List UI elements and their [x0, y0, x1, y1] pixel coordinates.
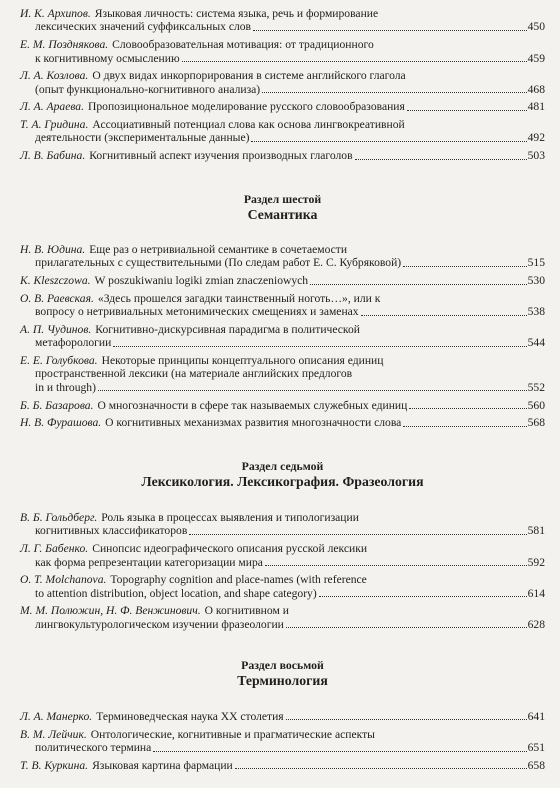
entry-author: Л. Г. Бабенко.: [20, 542, 89, 556]
dot-leader: [113, 336, 526, 346]
toc-entry-line: [20, 118, 545, 131]
toc-entry: [20, 542, 545, 569]
entry-title-text: «Здесь прошелся загадки таинственный ноготь…», или к: [97, 291, 381, 305]
toc-entry-line: [20, 243, 545, 256]
dot-leader: [286, 618, 527, 628]
toc-entry: [20, 69, 545, 96]
page-number: 592: [527, 555, 545, 569]
toc-entry: [20, 292, 545, 319]
section-title: Семантика: [247, 207, 318, 222]
toc-entry-line: [20, 728, 545, 741]
entry-author: Е. Е. Голубкова.: [20, 354, 98, 368]
toc-entry: [20, 604, 545, 631]
entry-title-text: Topography cognition and place-names (with reference: [110, 573, 367, 587]
entry-author: O. T. Molchanova.: [20, 573, 107, 587]
entry-author: Б. Б. Базарова.: [20, 398, 94, 412]
toc-entry: [20, 7, 545, 34]
entry-author: Л. А. Араева.: [20, 100, 84, 114]
toc-entry-line: [20, 524, 545, 537]
section-title: Лексикология. Лексикография. Фразеология: [141, 474, 424, 489]
page-number: 530: [527, 274, 545, 288]
dot-leader: [253, 20, 527, 30]
page-number: 459: [527, 51, 545, 65]
toc-entry-line: [20, 511, 545, 524]
entry-title-text: Роль языка в процессах выявления и типологизации: [101, 511, 359, 524]
entry-title-text: О многозначности в сфере так называемых служебных единиц: [97, 398, 408, 412]
entry-title-text: лингвокультурологическом изучении фразеологии: [35, 617, 284, 631]
toc-entry-line: [20, 256, 545, 269]
entry-title-text: Терминоведческая наука XX столетия: [96, 710, 284, 723]
toc-entry: [20, 323, 545, 350]
toc-entry-line: [20, 741, 545, 754]
entry-title-text: когнитивных классификаторов: [35, 524, 188, 538]
page-number: 450: [527, 20, 545, 34]
toc-entry: [20, 243, 545, 270]
toc-entry-line: [20, 354, 545, 367]
dot-leader: [403, 416, 526, 426]
toc-entry-line: [20, 556, 545, 569]
toc-entry-line: [20, 710, 545, 723]
dot-leader: [403, 256, 526, 266]
page-number: 503: [527, 149, 545, 163]
entry-title-text: О когнитивном и: [204, 604, 289, 618]
dot-leader: [153, 741, 526, 751]
page-number: 552: [527, 380, 545, 394]
toc-entry: [20, 100, 545, 113]
toc-entry-line: [20, 381, 545, 394]
toc-entry-line: [20, 604, 545, 617]
dot-leader: [189, 524, 526, 534]
toc-entry-line: [20, 323, 545, 336]
toc-entry-line: [20, 83, 545, 96]
dot-leader: [409, 399, 526, 409]
toc-group-word-formation: [20, 7, 545, 163]
page-number: 492: [527, 131, 545, 145]
page-number: 628: [527, 617, 545, 631]
toc-entry-line: [20, 52, 545, 65]
toc-entry-line: [20, 149, 545, 162]
toc-entry-line: [20, 274, 545, 287]
entry-author: Л. А. Манерко.: [20, 710, 93, 723]
entry-author: И. К. Архипов.: [20, 7, 91, 20]
toc-entry-line: [20, 618, 545, 631]
entry-title-text: W poszukiwaniu logiki zmian znaczeniowych: [94, 274, 309, 288]
entry-title-text: пространственной лексики (на материале английских предлогов: [35, 367, 353, 381]
section-number: Раздел седьмой: [241, 459, 324, 473]
toc-entry: [20, 38, 545, 65]
entry-author: М. М. Полюжин, Н. Ф. Венжинович.: [20, 604, 201, 618]
dot-leader: [361, 305, 527, 315]
section-number: Раздел восьмой: [241, 658, 324, 672]
dot-leader: [98, 381, 527, 391]
entry-title-text: Словообразовательная мотивация: от традиционного: [112, 38, 374, 52]
entry-title-text: деятельности (экспериментальные данные): [35, 131, 250, 145]
entry-author: Т. А. Гридина.: [20, 118, 89, 132]
toc-group-lexicology: [20, 511, 545, 631]
toc-entry: [20, 573, 545, 600]
entry-author: Е. М. Позднякова.: [20, 38, 109, 52]
page-number: 468: [527, 82, 545, 96]
toc-entry-line: [20, 38, 545, 51]
entry-title-text: Еще раз о нетривиальной семантике в сочетаемости: [89, 243, 348, 256]
toc-entry: [20, 149, 545, 162]
page-number: 538: [527, 305, 545, 319]
toc-entry-line: [20, 399, 545, 412]
entry-author: K. Kleszczowa.: [20, 274, 91, 288]
toc-entry-line: [20, 305, 545, 318]
entry-title-text: in и through): [35, 380, 96, 394]
entry-title-text: (опыт функционально-когнитивного анализа): [35, 82, 261, 96]
page-number: 658: [527, 758, 545, 772]
dot-leader: [265, 556, 527, 566]
page-number: 641: [527, 710, 545, 723]
section-heading-7: [20, 459, 545, 490]
entry-title-text: Когнитивный аспект изучения производных глаголов: [89, 149, 353, 163]
toc-group-terminology: [20, 710, 545, 772]
page-number: 481: [527, 100, 545, 114]
page-number: 651: [527, 741, 545, 755]
toc-entry-line: [20, 292, 545, 305]
toc-entry-line: [20, 69, 545, 82]
page-number: 614: [527, 586, 545, 600]
toc-group-semantics: [20, 243, 545, 430]
section-heading-6: [20, 192, 545, 223]
toc-entry-line: [20, 131, 545, 144]
entry-title-text: прилагательных с существительными (По следам работ Е. С. Кубряковой): [35, 256, 402, 270]
dot-leader: [235, 759, 527, 769]
dot-leader: [286, 710, 527, 720]
toc-entry-line: [20, 100, 545, 113]
section-title: Терминология: [237, 673, 328, 688]
toc-entry: [20, 728, 545, 755]
entry-title-text: лексических значений суффиксальных слов: [35, 20, 252, 34]
entry-title-text: как форма репрезентации категоризации мира: [35, 555, 263, 569]
entry-title-text: Синопсис идеографического описания русской лексики: [92, 542, 368, 556]
entry-title-text: to attention distribution, object location, and shape category): [35, 586, 317, 600]
dot-leader: [182, 52, 527, 62]
toc-entry-line: [20, 542, 545, 555]
entry-title-text: Языковая личность: система языка, речь и формирование: [94, 7, 379, 20]
toc-entry-line: [20, 336, 545, 349]
entry-author: Л. В. Бабина.: [20, 149, 86, 163]
toc-entry-line: [20, 759, 545, 772]
toc-entry-line: [20, 587, 545, 600]
entry-title-text: О когнитивных механизмах развития многозначности слова: [105, 416, 402, 430]
dot-leader: [251, 131, 526, 141]
toc-entry-line: [20, 367, 545, 380]
toc-entry: [20, 710, 545, 723]
entry-title-text: метафорологии: [35, 336, 112, 350]
page-number: 581: [527, 524, 545, 538]
entry-title-text: О двух видах инкорпорирования в системе английского глагола: [92, 69, 406, 83]
entry-title-text: Некоторые принципы концептуального описания единиц: [101, 354, 384, 368]
toc-entry: [20, 416, 545, 429]
entry-title-text: вопросу о нетривиальных метонимических смещениях и заменах: [35, 305, 359, 319]
toc-entry: [20, 399, 545, 412]
entry-title-text: к когнитивному осмыслению: [35, 51, 180, 65]
dot-leader: [407, 100, 527, 110]
toc-entry: [20, 759, 545, 772]
dot-leader: [262, 83, 526, 93]
entry-author: Т. В. Куркина.: [20, 758, 89, 772]
toc-entry-line: [20, 7, 545, 20]
entry-author: В. Б. Гольдберг.: [20, 511, 98, 524]
dot-leader: [310, 274, 527, 284]
entry-title-text: Когнитивно-дискурсивная парадигма в политической: [95, 322, 360, 336]
toc-entry-line: [20, 416, 545, 429]
entry-title-text: Языковая картина фармации: [92, 758, 233, 772]
toc-entry-line: [20, 20, 545, 33]
page-number: 560: [527, 398, 545, 412]
section-heading-8: [20, 658, 545, 689]
dot-leader: [355, 149, 527, 159]
toc-entry-line: [20, 573, 545, 586]
entry-author: А. П. Чудинов.: [20, 322, 92, 336]
entry-title-text: Ассоциативный потенциал слова как основа лингвокреативной: [92, 118, 405, 132]
entry-title-text: Пропозициональное моделирование русского словообразования: [88, 100, 405, 114]
page-number: 544: [527, 336, 545, 350]
entry-author: Н. В. Юдина.: [20, 243, 86, 256]
page-number: 515: [527, 256, 545, 270]
toc-entry: [20, 118, 545, 145]
section-number: Раздел шестой: [243, 192, 322, 206]
page-number: 568: [527, 416, 545, 430]
dot-leader: [319, 587, 527, 597]
toc-entry: [20, 354, 545, 394]
entry-author: В. М. Лейчик.: [20, 727, 87, 741]
toc-entry: [20, 511, 545, 538]
entry-author: Л. А. Козлова.: [20, 69, 89, 83]
entry-author: О. В. Раевская.: [20, 291, 94, 305]
entry-title-text: политического термина: [35, 741, 152, 755]
toc-entry: [20, 274, 545, 287]
entry-author: Н. В. Фурашова.: [20, 416, 102, 430]
entry-title-text: Онтологические, когнитивные и прагматические аспекты: [90, 727, 375, 741]
